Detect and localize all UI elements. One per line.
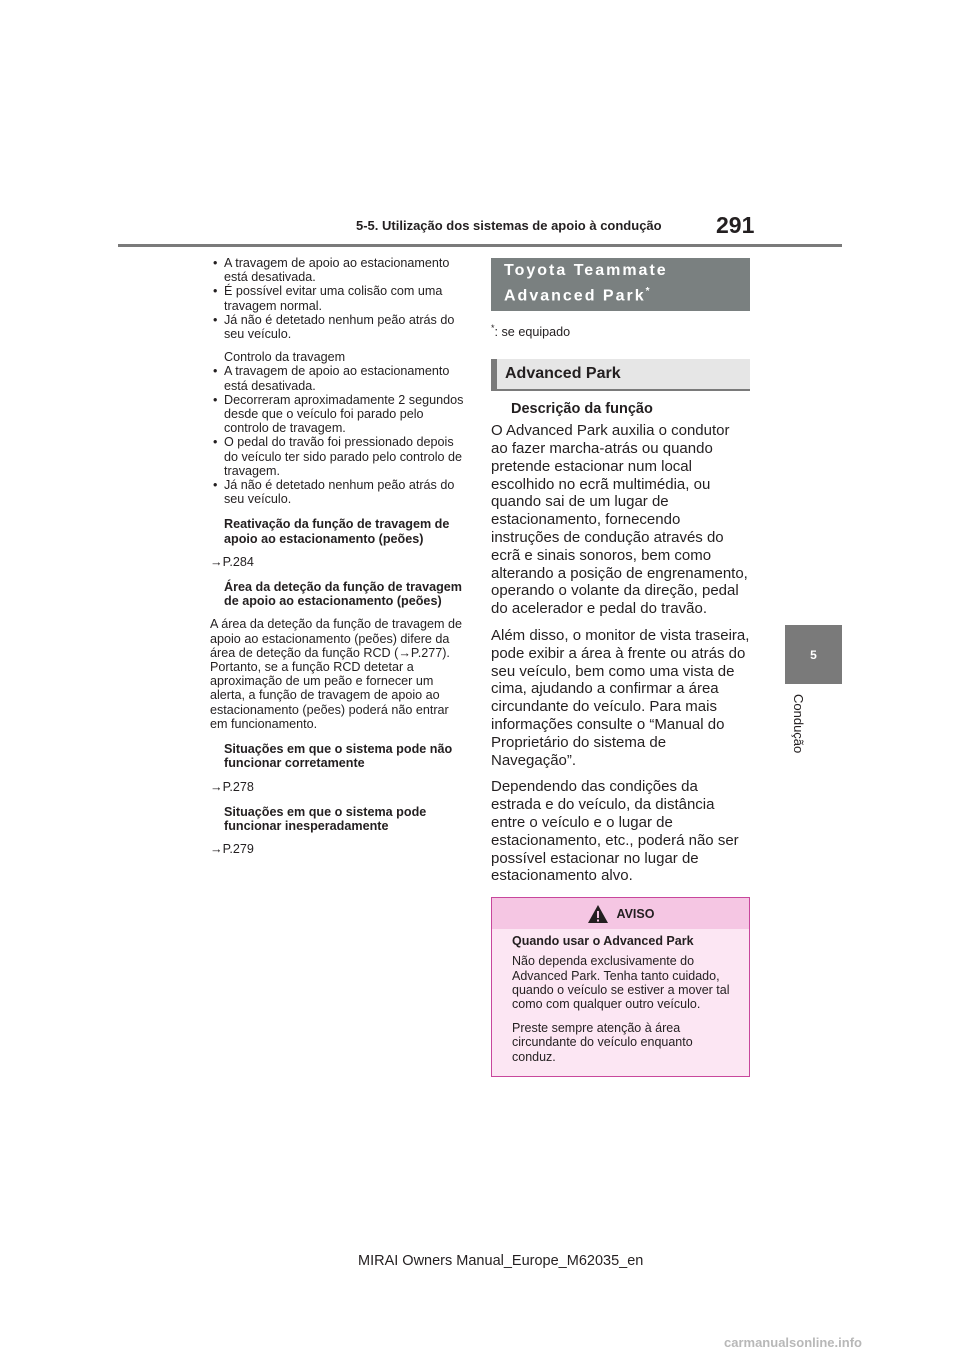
left-column (210, 256, 468, 856)
section-banner (491, 258, 750, 311)
right-column (491, 258, 751, 1077)
page-number: 291 (716, 212, 755, 238)
warning-text: Preste sempre atenção à área circundante do veículo enquanto conduz. (512, 1021, 693, 1064)
list-item: • O pedal do travão foi pressionado depois do veículo ter sido parado pelo controlo de travagem. (210, 435, 468, 478)
list-item: • Já não é detetado nenhum peão atrás do seu veículo. (210, 313, 468, 341)
reactivation-page-link[interactable]: →P.284 (210, 554, 254, 569)
control-heading: Controlo da travagem (224, 350, 346, 365)
paragraph: O Advanced Park auxilia o condutor ao fazer marcha-atrás ou quando pretende estacionar num local escolhido no ecrã multimédia, ou quando sai de um lugar de estacionamento, fornecendo instruções de condução através do ecrã e sinais sonoros, bem como alterando a posição de engrenamento, operando o volante da direção, pedal do acelerador e pedal do travão. (491, 422, 748, 618)
situations-not-working-heading: Situações em que o sistema pode não funcionar corretamente (224, 742, 453, 771)
chapter-label: Condução (791, 694, 806, 754)
list-item: • É possível evitar uma colisão com uma travagem normal. (210, 284, 468, 312)
reactivation-heading: Reativação da função de travagem de apoio ao estacionamento (peões) (224, 517, 450, 546)
chapter-tab: 5 (785, 625, 842, 684)
subsection-heading: Advanced Park (491, 359, 750, 391)
footnote-text: : se equipado (494, 325, 571, 340)
list-item: • A travagem de apoio ao estacionamento está desativada. (210, 256, 468, 284)
footer-document-id: MIRAI Owners Manual_Europe_M62035_en (358, 1253, 644, 1269)
warning-body (492, 929, 749, 1076)
situations-unexpected-link[interactable]: →P.279 (210, 842, 254, 857)
banner-asterisk: * (645, 286, 650, 297)
control-conditions-list (210, 364, 468, 506)
warning-title: Quando usar o Advanced Park (512, 934, 694, 949)
banner-title: Toyota Teammate Advanced Park (504, 262, 668, 305)
warning-box (491, 897, 750, 1077)
paragraph: Além disso, o monitor de vista traseira, pode exibir a área à frente ou atrás do seu veículo, bem como uma vista de cima, ajudando a confirmar a área circundante do veículo. Para mais informações consulte o “Manual do Proprietário do sistema de Navegação”. (491, 626, 750, 769)
warning-triangle-icon (587, 904, 609, 924)
list-item: • Já não é detetado nenhum peão atrás do seu veículo. (210, 478, 468, 506)
situations-not-working-link[interactable]: →P.278 (210, 779, 254, 794)
warning-text: Não dependa exclusivamente do Advanced Park. Tenha tanto cuidado, quando o veículo se estiver a mover tal como com qualquer outro veículo. (512, 954, 730, 1011)
equipment-footnote (491, 323, 751, 339)
list-item: • Decorreram aproximadamente 2 segundos desde que o veículo foi parado pelo controlo de travagem. (210, 393, 468, 436)
list-item: • A travagem de apoio ao estacionamento está desativada. (210, 364, 468, 392)
situations-unexpected-heading: Situações em que o sistema pode funcionar inesperadamente (224, 804, 427, 833)
section-title: 5-5. Utilização dos sistemas de apoio à condução (356, 218, 662, 233)
warning-label: AVISO (616, 906, 655, 921)
header-divider (118, 244, 842, 247)
footnote-asterisk: * (491, 323, 495, 333)
watermark: carmanualsonline.info (724, 1335, 862, 1350)
function-description-heading: Descrição da função (511, 401, 653, 418)
warning-header (492, 898, 749, 929)
detection-area-heading: Área da deteção da função de travagem de apoio ao estacionamento (peões) (224, 580, 462, 609)
detection-area-text: A área da deteção da função de travagem de apoio ao estacionamento (peões) difere da área de deteção da função RCD (→P.277). Portanto, se a função RCD detetar a aproximação de um peão e fornecer um alerta, a função de travagem de apoio ao estacionamento (peões) poderá não entrar em funcionamento. (210, 617, 463, 731)
end-conditions-list (210, 256, 468, 341)
paragraph: Dependendo das condições da estrada e do veículo, da distância entre o veículo e o lugar de estacionamento, etc., poderá não ser possível estacionar no lugar de estacionamento alvo. (491, 778, 739, 885)
